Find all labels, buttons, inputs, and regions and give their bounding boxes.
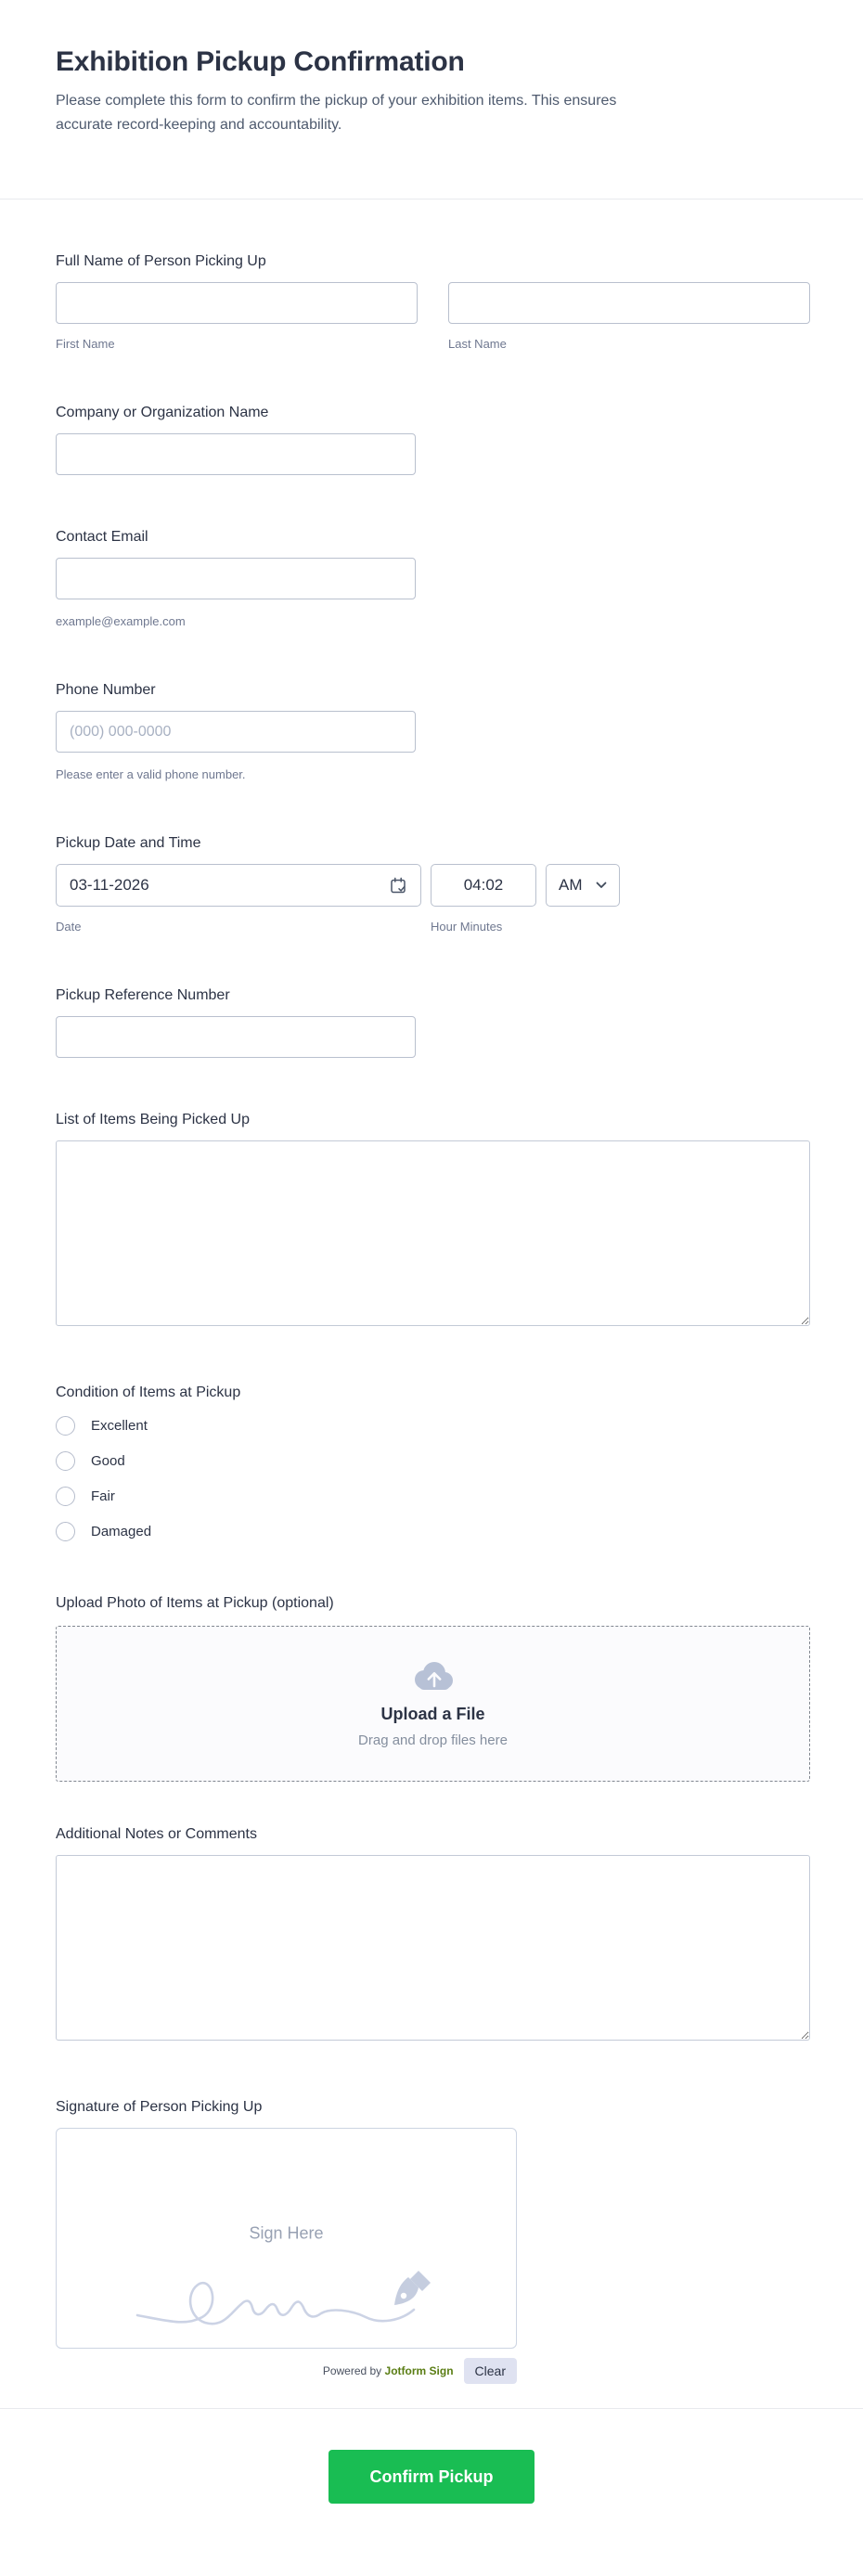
radio-button[interactable]: [56, 1451, 75, 1471]
name-row: [56, 282, 810, 351]
ampm-select[interactable]: [546, 864, 620, 907]
date-sublabel: Date: [56, 920, 82, 934]
upload-cloud-icon: [409, 1660, 457, 1694]
items-label: List of Items Being Picked Up: [56, 1112, 250, 1127]
form-header: [0, 0, 863, 200]
radio-label: Damaged: [91, 1523, 152, 1539]
chevron-down-icon: [596, 882, 607, 889]
question-reference: [56, 987, 810, 1058]
form-body: [0, 200, 863, 2408]
reference-label: Pickup Reference Number: [56, 987, 230, 1003]
clear-signature-button[interactable]: Clear: [464, 2358, 517, 2384]
radio-label: Good: [91, 1452, 125, 1469]
signature-squiggle-pen-icon: [134, 2254, 440, 2339]
signature-label: Signature of Person Picking Up: [56, 2099, 263, 2115]
first-name-input[interactable]: [56, 282, 418, 324]
email-input[interactable]: [56, 558, 416, 599]
email-label: Contact Email: [56, 529, 148, 545]
company-label: Company or Organization Name: [56, 405, 269, 420]
last-name-sublabel: Last Name: [448, 337, 507, 351]
ampm-value: AM: [559, 876, 583, 894]
condition-options: [56, 1415, 810, 1541]
radio-button[interactable]: [56, 1522, 75, 1541]
signature-pad[interactable]: [56, 2128, 517, 2349]
calendar-icon[interactable]: [389, 876, 407, 895]
phone-label: Phone Number: [56, 682, 156, 698]
upload-subtitle: Drag and drop files here: [358, 1732, 508, 1748]
question-items: [56, 1112, 810, 1331]
question-datetime: [56, 835, 810, 934]
full-name-label: Full Name of Person Picking Up: [56, 253, 266, 269]
form-title: Exhibition Pickup Confirmation: [56, 46, 465, 77]
question-condition: [56, 1385, 810, 1541]
form-subtitle: Please complete this form to confirm the pickup of your exhibition items. This ensures accurate record-keeping and accountability.: [56, 93, 617, 133]
question-signature: [56, 2099, 810, 2384]
confirm-pickup-button[interactable]: Confirm Pickup: [328, 2450, 535, 2504]
jotform-sign-brand: Jotform Sign: [384, 2364, 454, 2377]
time-sublabel: Hour Minutes: [431, 920, 503, 934]
date-field[interactable]: [56, 864, 421, 907]
datetime-row: [56, 864, 810, 907]
phone-hint: Please enter a valid phone number.: [56, 767, 246, 781]
question-notes: [56, 1826, 810, 2045]
question-full-name: [56, 253, 810, 351]
powered-by-text: [323, 2364, 454, 2377]
first-name-col: [56, 282, 418, 351]
last-name-input[interactable]: [448, 282, 810, 324]
notes-label: Additional Notes or Comments: [56, 1826, 257, 1842]
radio-button[interactable]: [56, 1487, 75, 1506]
signature-footer: [56, 2358, 517, 2384]
radio-button[interactable]: [56, 1416, 75, 1436]
radio-label: Fair: [91, 1488, 115, 1504]
radio-option-damaged[interactable]: [56, 1521, 810, 1541]
upload-label: Upload Photo of Items at Pickup (optional): [56, 1595, 334, 1611]
sign-here-text: Sign Here: [249, 2223, 324, 2243]
radio-option-good[interactable]: [56, 1450, 810, 1471]
upload-title: Upload a File: [380, 1704, 485, 1723]
email-hint: example@example.com: [56, 614, 186, 628]
notes-textarea[interactable]: [56, 1855, 810, 2041]
question-upload: [56, 1595, 810, 1782]
question-company: [56, 405, 810, 475]
date-input[interactable]: [70, 876, 389, 895]
items-textarea[interactable]: [56, 1140, 810, 1326]
reference-input[interactable]: [56, 1016, 416, 1058]
radio-option-fair[interactable]: [56, 1486, 810, 1506]
datetime-sublabels: [56, 920, 810, 934]
last-name-col: [448, 282, 810, 351]
phone-input[interactable]: [56, 711, 416, 753]
time-input[interactable]: [431, 864, 536, 907]
powered-prefix: Powered by: [322, 2364, 382, 2377]
question-email: [56, 529, 810, 628]
radio-option-excellent[interactable]: [56, 1415, 810, 1436]
form-footer: [0, 2408, 863, 2557]
first-name-sublabel: First Name: [56, 337, 115, 351]
datetime-label: Pickup Date and Time: [56, 835, 201, 851]
upload-dropzone[interactable]: [56, 1626, 810, 1782]
company-input[interactable]: [56, 433, 416, 475]
question-phone: [56, 682, 810, 781]
condition-label: Condition of Items at Pickup: [56, 1385, 241, 1400]
radio-label: Excellent: [91, 1417, 148, 1434]
